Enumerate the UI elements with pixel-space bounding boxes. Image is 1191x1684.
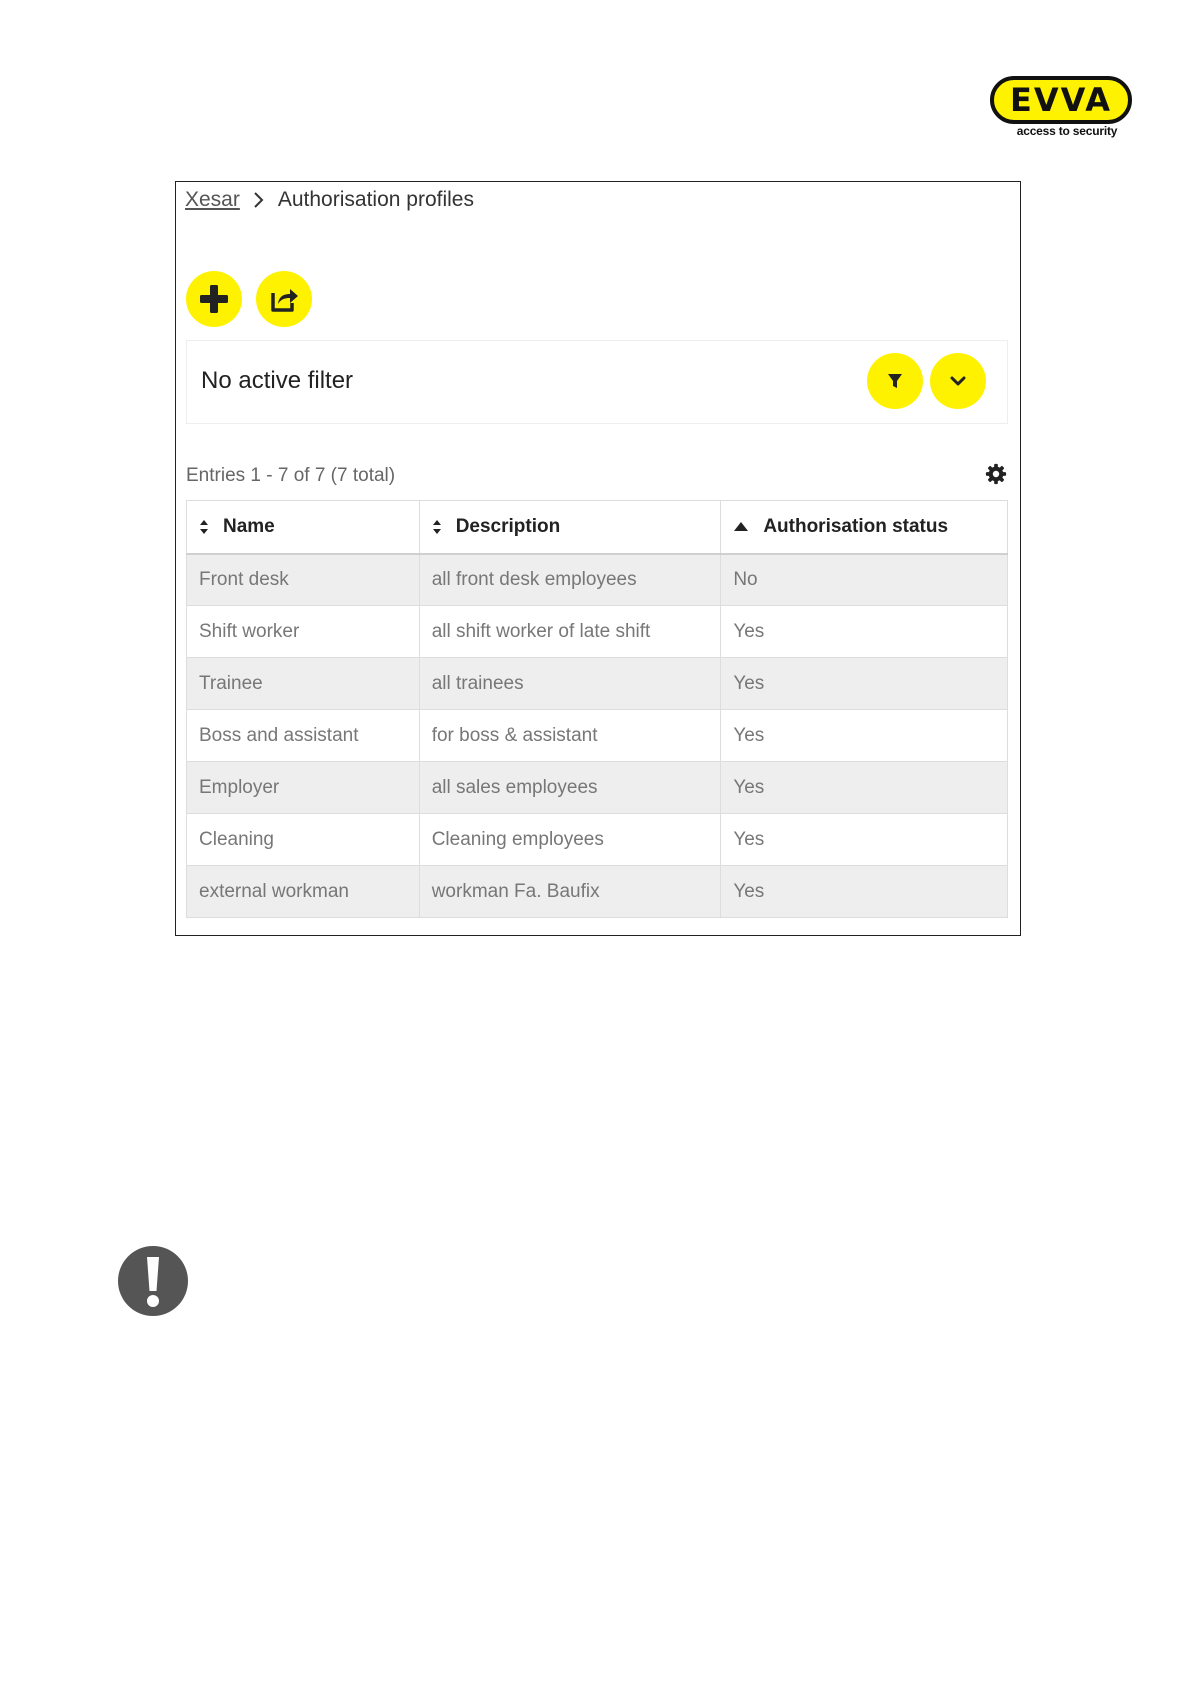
column-header-label: Authorisation status xyxy=(763,515,949,537)
cell-name: Boss and assistant xyxy=(187,710,420,762)
cell-name: Cleaning xyxy=(187,814,420,866)
sort-ascending-icon xyxy=(733,521,749,533)
cell-status: Yes xyxy=(721,814,1008,866)
exclamation-icon xyxy=(117,1245,189,1317)
cell-description: all sales employees xyxy=(419,762,721,814)
table-row[interactable] xyxy=(187,554,1008,606)
column-header-label: Description xyxy=(455,515,561,537)
cell-status: Yes xyxy=(721,658,1008,710)
cell-description: all trainees xyxy=(419,658,721,710)
breadcrumb-root-link[interactable]: Xesar xyxy=(185,188,240,211)
cell-name: Trainee xyxy=(187,658,420,710)
column-header-name[interactable] xyxy=(187,501,420,554)
column-header-description[interactable] xyxy=(419,501,721,554)
add-profile-button[interactable] xyxy=(186,271,242,327)
cell-name: Shift worker xyxy=(187,606,420,658)
table-row[interactable] xyxy=(187,814,1008,866)
cell-description: Cleaning employees xyxy=(419,814,721,866)
gear-icon[interactable] xyxy=(985,463,1007,485)
cell-name: Employer xyxy=(187,762,420,814)
app-screenshot-frame xyxy=(175,181,1021,936)
breadcrumb xyxy=(185,186,474,214)
cell-name: Front desk xyxy=(187,554,420,606)
table-row[interactable] xyxy=(187,658,1008,710)
table-header-row xyxy=(187,501,1008,554)
breadcrumb-current: Authorisation profiles xyxy=(277,188,474,211)
cell-description: all front desk employees xyxy=(419,554,721,606)
chevron-down-icon xyxy=(949,374,967,388)
table-row[interactable] xyxy=(187,606,1008,658)
cell-description: for boss & assistant xyxy=(419,710,721,762)
logo-word: EVVA xyxy=(1010,81,1112,119)
entries-count: Entries 1 - 7 of 7 (7 total) xyxy=(186,465,396,486)
cell-status: No xyxy=(721,554,1008,606)
table-row[interactable] xyxy=(187,710,1008,762)
cell-status: Yes xyxy=(721,606,1008,658)
plus-icon xyxy=(199,284,229,314)
filter-bar xyxy=(186,340,1008,424)
logo-tagline: access to security xyxy=(1016,124,1118,138)
filter-button[interactable] xyxy=(867,353,923,409)
cell-status: Yes xyxy=(721,762,1008,814)
table-row[interactable] xyxy=(187,762,1008,814)
logo-pill xyxy=(990,76,1132,124)
expand-filter-button[interactable] xyxy=(930,353,986,409)
profiles-table xyxy=(186,500,1008,918)
export-icon xyxy=(269,285,299,313)
filter-status-label: No active filter xyxy=(201,367,354,394)
column-header-authorisation-status[interactable] xyxy=(721,501,1008,554)
sort-both-icon xyxy=(199,519,209,535)
cell-status: Yes xyxy=(721,866,1008,918)
cell-description: workman Fa. Baufix xyxy=(419,866,721,918)
sort-both-icon xyxy=(432,519,442,535)
funnel-icon xyxy=(886,371,904,391)
cell-name: external workman xyxy=(187,866,420,918)
evva-logo xyxy=(990,76,1132,138)
cell-status: Yes xyxy=(721,710,1008,762)
cell-description: all shift worker of late shift xyxy=(419,606,721,658)
table-row[interactable] xyxy=(187,866,1008,918)
export-button[interactable] xyxy=(256,271,312,327)
chevron-right-icon xyxy=(252,186,266,214)
column-header-label: Name xyxy=(223,515,275,537)
